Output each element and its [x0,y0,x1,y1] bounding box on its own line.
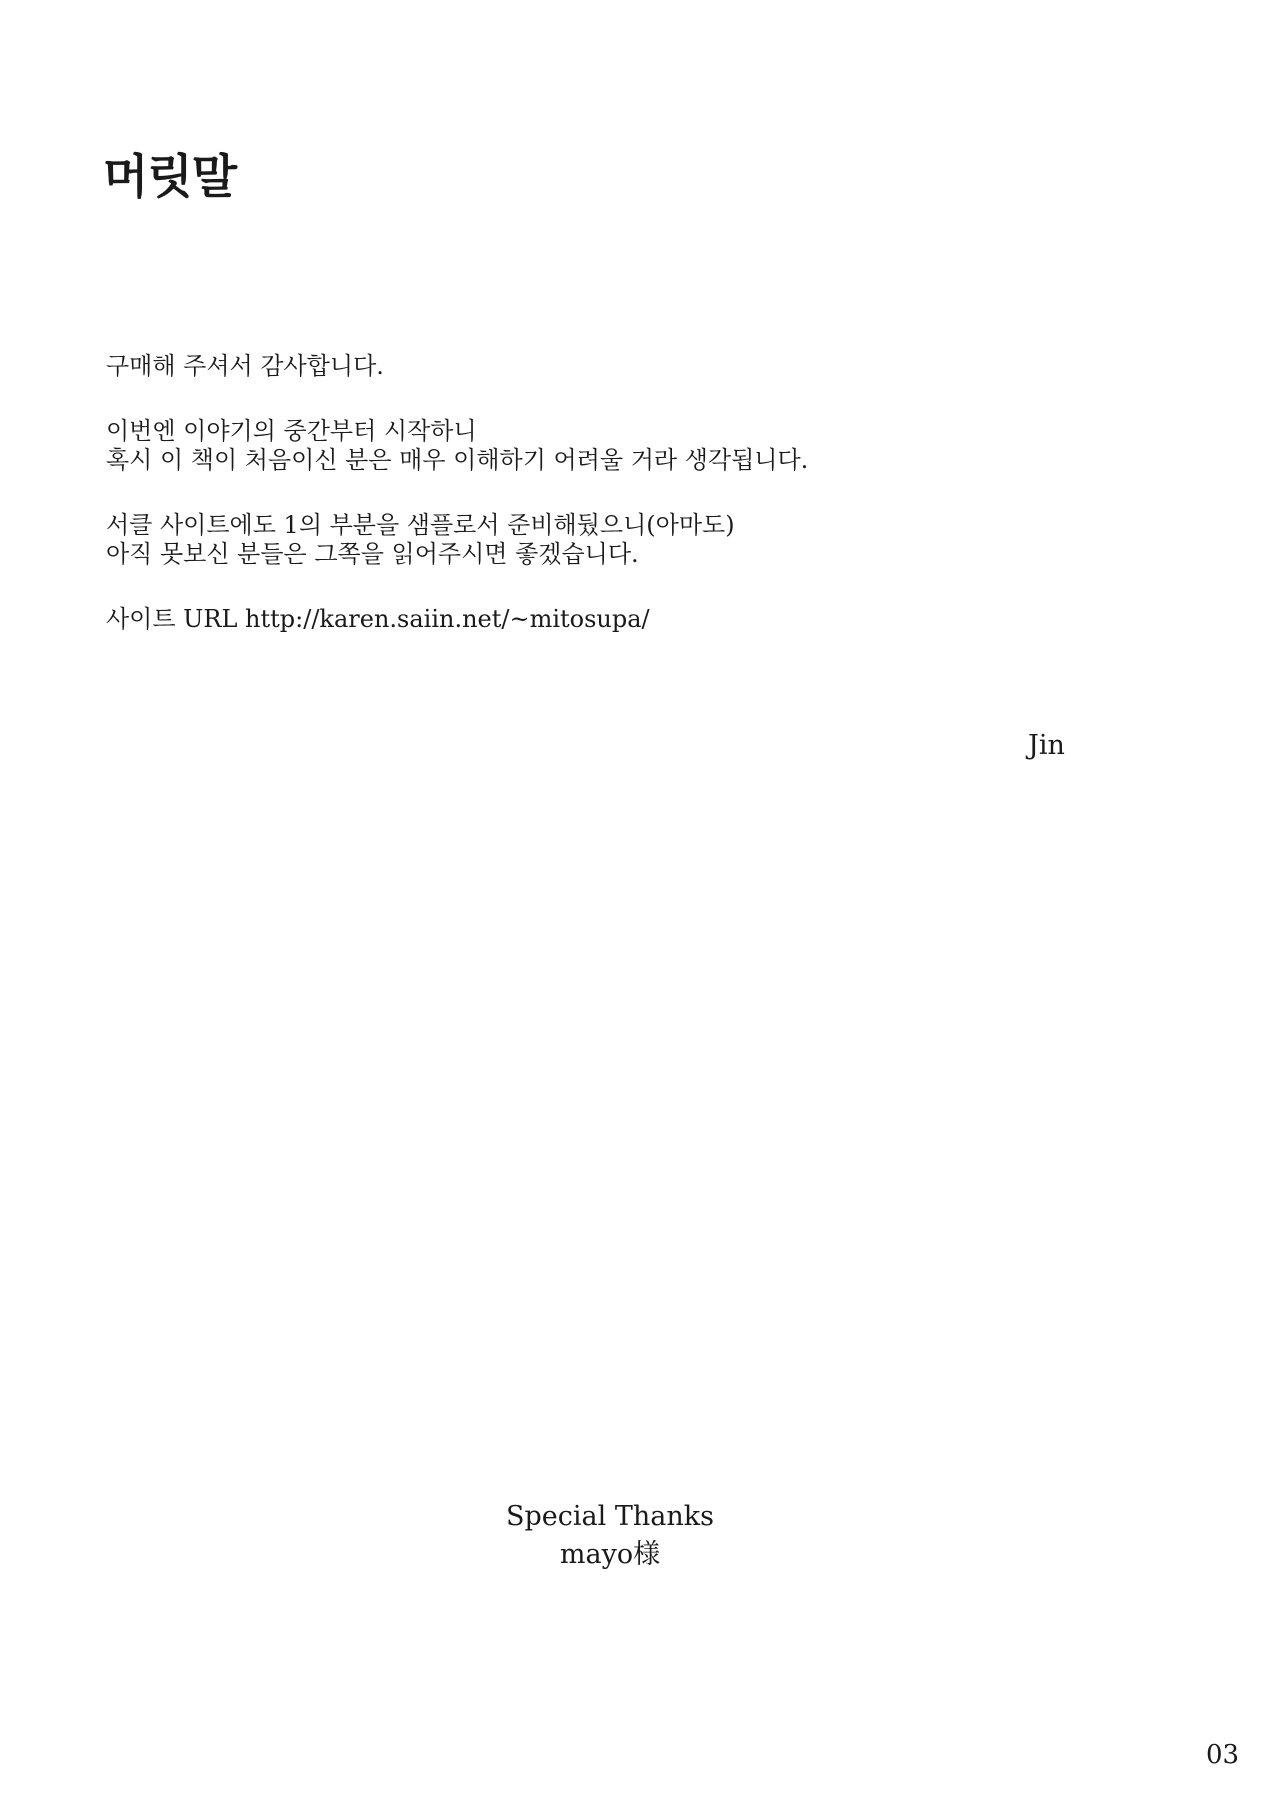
text-line: 구매해 주셔서 감사합니다. [106,352,384,380]
paragraph-site-url [106,605,1006,634]
paragraph-thanks-for-purchase [106,352,1006,381]
text-line: 이번엔 이야기의 중간부터 시작하니 [106,417,477,445]
paragraph-sample-on-site [106,511,1006,569]
site-url-text: 사이트 URL http://karen.saiin.net/~mitosupa/ [106,605,650,633]
paragraph-story-midpoint [106,417,1006,475]
special-thanks-heading: Special Thanks [506,1501,714,1532]
special-thanks-name: mayo様 [559,1539,661,1570]
text-line: 아직 못보신 분들은 그쪽을 읽어주시면 좋겠습니다. [106,540,639,568]
special-thanks-block [0,1498,1220,1574]
page-number: 03 [1206,1740,1240,1770]
preface-body [106,352,1006,670]
author-signature: Jin [1028,730,1065,761]
page-title: 머릿말 [103,150,237,205]
text-line: 혹시 이 책이 처음이신 분은 매우 이해하기 어려울 거라 생각됩니다. [106,446,809,474]
text-line: 서클 사이트에도 1의 부분을 샘플로서 준비해뒀으니(아마도) [106,511,735,539]
